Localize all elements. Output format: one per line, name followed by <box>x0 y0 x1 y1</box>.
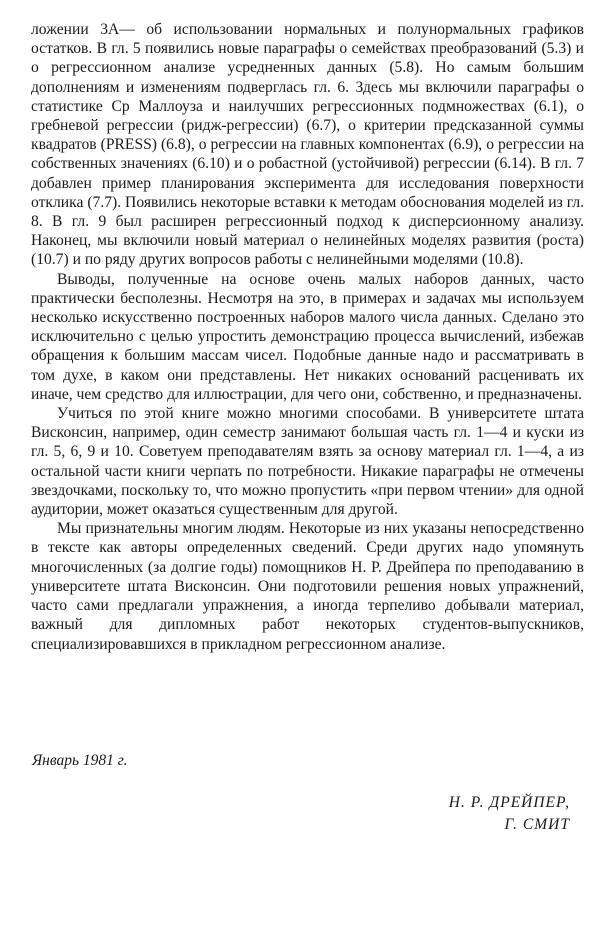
author-2: Г. СМИТ <box>504 816 570 833</box>
date-line: Январь 1981 г. <box>32 752 128 769</box>
paragraph-3: Учиться по этой книге можно многими способами. В университете штата Висконсин, например, один семестр занимают большая часть гл. 1—4 и куски из гл. 5, 6, 9 и 10. Советуем преподавателям взять за основу материал гл. 1—4, а из остальной части книги черпать по потребности. Никакие параграфы не отмечены звездочками, поскольку то, что можно пропустить «при первом чтении» для одной аудитории, может оказаться существенным для другой. <box>31 405 584 519</box>
paragraph-1: ложении 3А— об использовании нормальных и полунормальных графиков остатков. В гл. 5 появились новые параграфы о семействах преобразований (5.3) и о регрессионном анализе усредненных данных (5.8). Но самым большим дополнениям и изменениям подверглась гл. 6. Здесь мы включили параграфы о статистике Cp Маллоуза и наилучших регрессионных подмножествах (6.1), о гребневой регрессии (ридж-регрессии) (6.7), о критерии предсказанной суммы квадратов (PRESS) (6.8), о регрессии на главных компонентах (6.9), о регрессии на собственных значениях (6.10) и о робастной (устойчивой) регрессии (6.14). В гл. 7 добавлен пример планирования эксперимента для исследования поверхности отклика (7.7). Появились некоторые вставки к методам обоснования моделей из гл. 8. В гл. 9 был расширен регрессионный подход к дисперсионному анализу. Наконец, мы включили новый материал о нелинейных моделях развития (роста) (10.7) и по ряду других вопросов работы с нелинейными моделями (10.8). <box>31 21 584 269</box>
page-body <box>31 20 584 654</box>
paragraph-2: Выводы, полученные на основе очень малых наборов данных, часто практически бесполезны. Несмотря на это, в примерах и задачах мы используем несколько искусственно построенных наборов малого числа данных. Сделано это исключительно с целью упростить демонстрацию процесса вычислений, избежав обращения к большим массам чисел. Подобные данные надо и рассматривать в том духе, в каком они представлены. Нет никаких оснований расценивать их иначе, чем средство для иллюстрации, для чего они, собственно, и предназначены. <box>31 270 584 403</box>
author-signatures <box>449 792 570 836</box>
author-1: Н. Р. ДРЕЙПЕР, <box>448 794 570 811</box>
paragraph-4: Мы признательны многим людям. Некоторые из них указаны непосредственно в тексте как авторы определенных сведений. Среди других надо упомянуть многочисленных (за долгие годы) помощников Н. Р. Дрейпера по преподаванию в университете штата Висконсин. Они подготовили решения новых упражнений, часто сами предлагали упражнения, а иногда терпеливо добывали материал, важный для дипломных работ некоторых студентов-выпускников, специализировавшихся в прикладном регрессионном анализе. <box>31 520 584 653</box>
